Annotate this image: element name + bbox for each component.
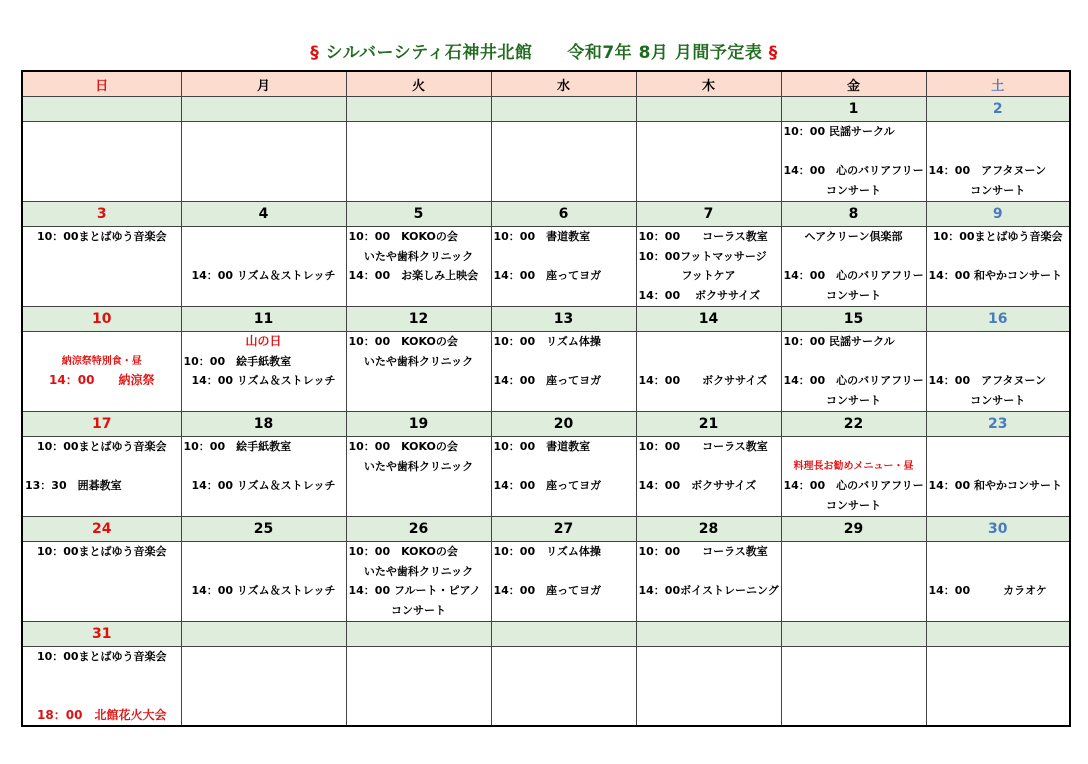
empty-line: [927, 247, 1070, 267]
weekday-wed: 水: [491, 71, 636, 97]
day-events-cell: [22, 647, 181, 727]
day-events-cell: [491, 437, 636, 517]
date-cell-mon: 25: [181, 517, 346, 542]
empty-line: [347, 142, 491, 162]
empty-line: [347, 391, 491, 411]
day-events-cell: [181, 437, 346, 517]
title-mark-right: §: [768, 43, 778, 63]
event-text: 料理長お勧めメニュー・昼: [793, 460, 914, 472]
empty-line: [182, 161, 346, 181]
events-row: [22, 227, 1070, 307]
day-events-cell: [22, 437, 181, 517]
day-events-cell: [346, 227, 491, 307]
day-events-cell: [636, 437, 781, 517]
empty-line: [182, 181, 346, 201]
empty-line: [182, 647, 346, 667]
empty-line: [492, 181, 636, 201]
event-text: 14：00 心のバリアフリー: [783, 269, 924, 282]
event-text: コンサート: [826, 393, 881, 407]
weekday-header-row: [22, 71, 1070, 97]
empty-line: [23, 562, 181, 582]
empty-line: [927, 647, 1070, 667]
date-cell-tue: 5: [346, 202, 491, 227]
date-cell-sat: 16: [926, 307, 1070, 332]
empty-line: [492, 601, 636, 621]
empty-line: [347, 667, 491, 687]
event-text: 14：00 納涼祭: [49, 373, 155, 387]
event-text: 10：00まとばゆう音楽会: [36, 230, 167, 243]
event-text: 14：00 ボクササイズ: [638, 374, 768, 387]
date-cell-sun: 17: [22, 412, 181, 437]
event-text: 14：00ボイストレーニング: [638, 584, 779, 597]
event-text: 10：00まとばゆう音楽会: [36, 650, 167, 663]
page-title: [0, 38, 1088, 63]
date-cell-sun: 10: [22, 307, 181, 332]
day-events-cell: [636, 227, 781, 307]
event-text: 10：00 コーラス教室: [638, 230, 768, 243]
day-events-cell: [491, 332, 636, 412]
empty-line: [927, 601, 1070, 621]
date-cell-fri: 8: [781, 202, 926, 227]
empty-line: [182, 247, 346, 267]
events-row: [22, 647, 1070, 727]
event-text: 10：00 KOKOの会: [348, 335, 458, 348]
day-events-cell: [491, 542, 636, 622]
date-cell-mon: [181, 622, 346, 647]
event-text: 10：00 KOKOの会: [348, 545, 458, 558]
event-text: 10：00 KOKOの会: [348, 440, 458, 453]
date-row: [22, 412, 1070, 437]
event-text: 10：00 絵手紙教室: [183, 354, 292, 368]
empty-line: [782, 247, 926, 267]
date-cell-wed: 13: [491, 307, 636, 332]
day-events-cell: [346, 332, 491, 412]
day-events-cell: [491, 227, 636, 307]
empty-line: [927, 332, 1070, 352]
empty-line: [927, 352, 1070, 372]
event-text: 14：00 心のバリアフリー: [783, 479, 924, 492]
title-mark-left: §: [310, 43, 320, 63]
event-text: いたや歯科クリニック: [363, 354, 474, 368]
event-text: 14：00 心のバリアフリー: [783, 374, 924, 387]
empty-line: [637, 181, 781, 201]
empty-line: [182, 686, 346, 706]
date-cell-mon: 11: [181, 307, 346, 332]
events-row: [22, 437, 1070, 517]
date-cell-thu: 21: [636, 412, 781, 437]
day-events-cell: [926, 542, 1070, 622]
empty-line: [637, 686, 781, 706]
empty-line: [782, 667, 926, 687]
empty-line: [637, 457, 781, 477]
empty-line: [927, 457, 1070, 477]
events-row: [22, 122, 1070, 202]
event-text: フットケア: [681, 269, 736, 282]
event-text: いたや歯科クリニック: [363, 249, 474, 263]
empty-line: [23, 286, 181, 306]
empty-line: [182, 457, 346, 477]
event-text: 10：00 民謡サークル: [783, 125, 895, 138]
empty-line: [782, 601, 926, 621]
weekday-sun: 日: [22, 71, 181, 97]
day-events-cell: [926, 437, 1070, 517]
event-text: 納涼祭特別食・昼: [61, 355, 142, 367]
empty-line: [492, 706, 636, 726]
empty-line: [927, 667, 1070, 687]
event-text: 13：30 囲碁教室: [25, 479, 122, 492]
date-row: [22, 307, 1070, 332]
empty-line: [492, 562, 636, 582]
day-events-cell: [491, 647, 636, 727]
date-row: [22, 202, 1070, 227]
event-text: 山の日: [245, 334, 282, 348]
empty-line: [23, 142, 181, 162]
event-text: 14：00 カラオケ: [928, 584, 1047, 597]
empty-line: [782, 706, 926, 726]
date-cell-tue: 12: [346, 307, 491, 332]
day-events-cell: [22, 227, 181, 307]
empty-line: [182, 496, 346, 516]
event-text: コンサート: [826, 183, 881, 197]
date-cell-tue: 26: [346, 517, 491, 542]
empty-line: [182, 122, 346, 142]
event-text: 10：00まとばゆう音楽会: [932, 230, 1063, 243]
event-text: 14：00 座ってヨガ: [493, 479, 602, 492]
empty-line: [23, 332, 181, 352]
empty-line: [782, 686, 926, 706]
date-cell-sat: 23: [926, 412, 1070, 437]
day-events-cell: [22, 542, 181, 622]
event-text: 10：00 民謡サークル: [783, 335, 895, 348]
event-text: コンサート: [391, 603, 446, 617]
empty-line: [927, 686, 1070, 706]
empty-line: [492, 352, 636, 372]
empty-line: [492, 457, 636, 477]
date-cell-tue: 19: [346, 412, 491, 437]
event-text: 14：00 和やかコンサート: [928, 479, 1062, 492]
date-cell-mon: 4: [181, 202, 346, 227]
day-events-cell: [781, 227, 926, 307]
event-text: 14：00 リズム＆ストレッチ: [191, 479, 336, 492]
date-cell-mon: 18: [181, 412, 346, 437]
day-events-cell: [636, 122, 781, 202]
event-text: いたや歯科クリニック: [363, 459, 474, 473]
date-row: [22, 517, 1070, 542]
empty-line: [347, 286, 491, 306]
date-cell-thu: 7: [636, 202, 781, 227]
day-events-cell: [22, 332, 181, 412]
date-cell-wed: [491, 622, 636, 647]
event-text: 10：00 リズム体操: [493, 545, 601, 558]
event-text: 14：00 座ってヨガ: [493, 584, 602, 597]
date-cell-sat: [926, 622, 1070, 647]
event-text: 14：00 リズム＆ストレッチ: [191, 584, 336, 597]
day-events-cell: [636, 542, 781, 622]
empty-line: [637, 647, 781, 667]
event-text: 10：00まとばゆう音楽会: [36, 545, 167, 558]
empty-line: [182, 601, 346, 621]
empty-line: [637, 332, 781, 352]
weekday-fri: 金: [781, 71, 926, 97]
empty-line: [182, 391, 346, 411]
date-cell-thu: 14: [636, 307, 781, 332]
empty-line: [927, 706, 1070, 726]
empty-line: [347, 122, 491, 142]
empty-line: [637, 142, 781, 162]
empty-line: [927, 496, 1070, 516]
event-text: 14：00 心のバリアフリー: [783, 164, 924, 177]
event-text: 18：00 北館花火大会: [37, 707, 167, 722]
empty-line: [182, 286, 346, 306]
date-cell-mon: [181, 97, 346, 122]
empty-line: [782, 142, 926, 162]
date-cell-tue: [346, 97, 491, 122]
empty-line: [782, 542, 926, 562]
event-text: 10：00フットマッサージ: [638, 249, 767, 263]
event-text: 14：00 和やかコンサート: [928, 269, 1062, 282]
empty-line: [347, 476, 491, 496]
empty-line: [182, 667, 346, 687]
empty-line: [347, 706, 491, 726]
empty-line: [23, 601, 181, 621]
empty-line: [347, 647, 491, 667]
date-cell-wed: 27: [491, 517, 636, 542]
date-row: [22, 622, 1070, 647]
empty-line: [637, 122, 781, 142]
empty-line: [23, 181, 181, 201]
day-events-cell: [781, 332, 926, 412]
empty-line: [492, 647, 636, 667]
event-text: 14：00 ボクササイズ: [638, 288, 761, 302]
empty-line: [492, 286, 636, 306]
event-text: コンサート: [970, 393, 1026, 407]
day-events-cell: [181, 227, 346, 307]
empty-line: [492, 122, 636, 142]
event-text: 10：00 コーラス教室: [638, 545, 768, 558]
empty-line: [182, 562, 346, 582]
empty-line: [637, 161, 781, 181]
empty-line: [637, 496, 781, 516]
empty-line: [23, 161, 181, 181]
day-events-cell: [346, 122, 491, 202]
monthly-calendar: [21, 70, 1071, 727]
empty-line: [782, 437, 926, 457]
date-cell-fri: 29: [781, 517, 926, 542]
date-cell-tue: [346, 622, 491, 647]
empty-line: [23, 247, 181, 267]
empty-line: [182, 227, 346, 247]
weekday-mon: 月: [181, 71, 346, 97]
weekday-sat: 土: [926, 71, 1070, 97]
empty-line: [23, 581, 181, 601]
weekday-tue: 火: [346, 71, 491, 97]
empty-line: [637, 706, 781, 726]
day-events-cell: [346, 437, 491, 517]
event-text: 10：00 絵手紙教室: [183, 440, 292, 453]
empty-line: [23, 122, 181, 142]
event-text: 10：00まとばゆう音楽会: [36, 440, 167, 453]
empty-line: [492, 161, 636, 181]
event-text: 14：00 お楽しみ上映会: [348, 269, 479, 282]
day-events-cell: [926, 332, 1070, 412]
event-text: 14：00 リズム＆ストレッチ: [191, 374, 336, 387]
day-events-cell: [926, 227, 1070, 307]
empty-line: [182, 142, 346, 162]
day-events-cell: [636, 332, 781, 412]
empty-line: [492, 391, 636, 411]
empty-line: [23, 391, 181, 411]
event-text: いたや歯科クリニック: [363, 564, 474, 578]
date-cell-thu: [636, 622, 781, 647]
empty-line: [927, 142, 1070, 162]
empty-line: [347, 496, 491, 516]
empty-line: [492, 686, 636, 706]
day-events-cell: [346, 647, 491, 727]
weekday-thu: 木: [636, 71, 781, 97]
date-cell-thu: 28: [636, 517, 781, 542]
date-cell-sat: 2: [926, 97, 1070, 122]
event-text: 10：00 書道教室: [493, 440, 591, 453]
date-cell-sat: 30: [926, 517, 1070, 542]
date-cell-sat: 9: [926, 202, 1070, 227]
date-cell-sun: 24: [22, 517, 181, 542]
date-cell-fri: 15: [781, 307, 926, 332]
day-events-cell: [926, 647, 1070, 727]
event-text: コンサート: [826, 498, 881, 512]
event-text: 10：00 KOKOの会: [348, 230, 458, 243]
event-text: コンサート: [970, 183, 1026, 197]
date-cell-sun: [22, 97, 181, 122]
day-events-cell: [181, 332, 346, 412]
empty-line: [927, 437, 1070, 457]
empty-line: [637, 562, 781, 582]
empty-line: [23, 667, 181, 687]
day-events-cell: [491, 122, 636, 202]
day-events-cell: [781, 647, 926, 727]
event-text: 14：00 フルート・ピアノ: [348, 584, 481, 597]
date-cell-wed: 20: [491, 412, 636, 437]
empty-line: [492, 667, 636, 687]
empty-line: [492, 496, 636, 516]
day-events-cell: [636, 647, 781, 727]
day-events-cell: [181, 122, 346, 202]
empty-line: [782, 352, 926, 372]
event-text: 14：00 アフタヌーン: [928, 374, 1047, 387]
empty-line: [637, 352, 781, 372]
empty-line: [347, 161, 491, 181]
empty-line: [347, 686, 491, 706]
empty-line: [23, 496, 181, 516]
day-events-cell: [22, 122, 181, 202]
date-cell-sun: 3: [22, 202, 181, 227]
event-text: 14：00 座ってヨガ: [493, 374, 602, 387]
empty-line: [637, 667, 781, 687]
empty-line: [23, 266, 181, 286]
date-cell-thu: [636, 97, 781, 122]
event-text: ヘアクリーン倶楽部: [804, 230, 903, 243]
date-cell-fri: 1: [781, 97, 926, 122]
empty-line: [23, 457, 181, 477]
empty-line: [182, 542, 346, 562]
empty-line: [347, 181, 491, 201]
event-text: 14：00 リズム＆ストレッチ: [191, 269, 336, 282]
empty-line: [782, 647, 926, 667]
day-events-cell: [781, 122, 926, 202]
empty-line: [927, 122, 1070, 142]
event-text: 10：00 リズム体操: [493, 335, 601, 348]
event-text: コンサート: [826, 288, 881, 302]
empty-line: [782, 562, 926, 582]
events-row: [22, 542, 1070, 622]
event-text: 14：00 座ってヨガ: [493, 269, 602, 282]
empty-line: [927, 542, 1070, 562]
day-events-cell: [781, 437, 926, 517]
day-events-cell: [781, 542, 926, 622]
event-text: 14：00 ボクササイズ: [638, 479, 757, 492]
date-cell-fri: [781, 622, 926, 647]
empty-line: [23, 686, 181, 706]
day-events-cell: [926, 122, 1070, 202]
date-cell-wed: 6: [491, 202, 636, 227]
empty-line: [637, 391, 781, 411]
day-events-cell: [181, 647, 346, 727]
event-text: 10：00 コーラス教室: [638, 440, 768, 453]
date-cell-fri: 22: [781, 412, 926, 437]
empty-line: [927, 562, 1070, 582]
empty-line: [782, 581, 926, 601]
title-text: シルバーシティ石神井北館 令和7年 8月 月間予定表: [325, 43, 763, 63]
date-cell-wed: [491, 97, 636, 122]
empty-line: [182, 706, 346, 726]
empty-line: [637, 601, 781, 621]
day-events-cell: [346, 542, 491, 622]
empty-line: [927, 286, 1070, 306]
day-events-cell: [181, 542, 346, 622]
event-text: 14：00 アフタヌーン: [928, 164, 1047, 177]
date-cell-sun: 31: [22, 622, 181, 647]
event-text: 10：00 書道教室: [493, 230, 591, 243]
empty-line: [492, 247, 636, 267]
date-row: [22, 97, 1070, 122]
events-row: [22, 332, 1070, 412]
empty-line: [492, 142, 636, 162]
empty-line: [347, 371, 491, 391]
